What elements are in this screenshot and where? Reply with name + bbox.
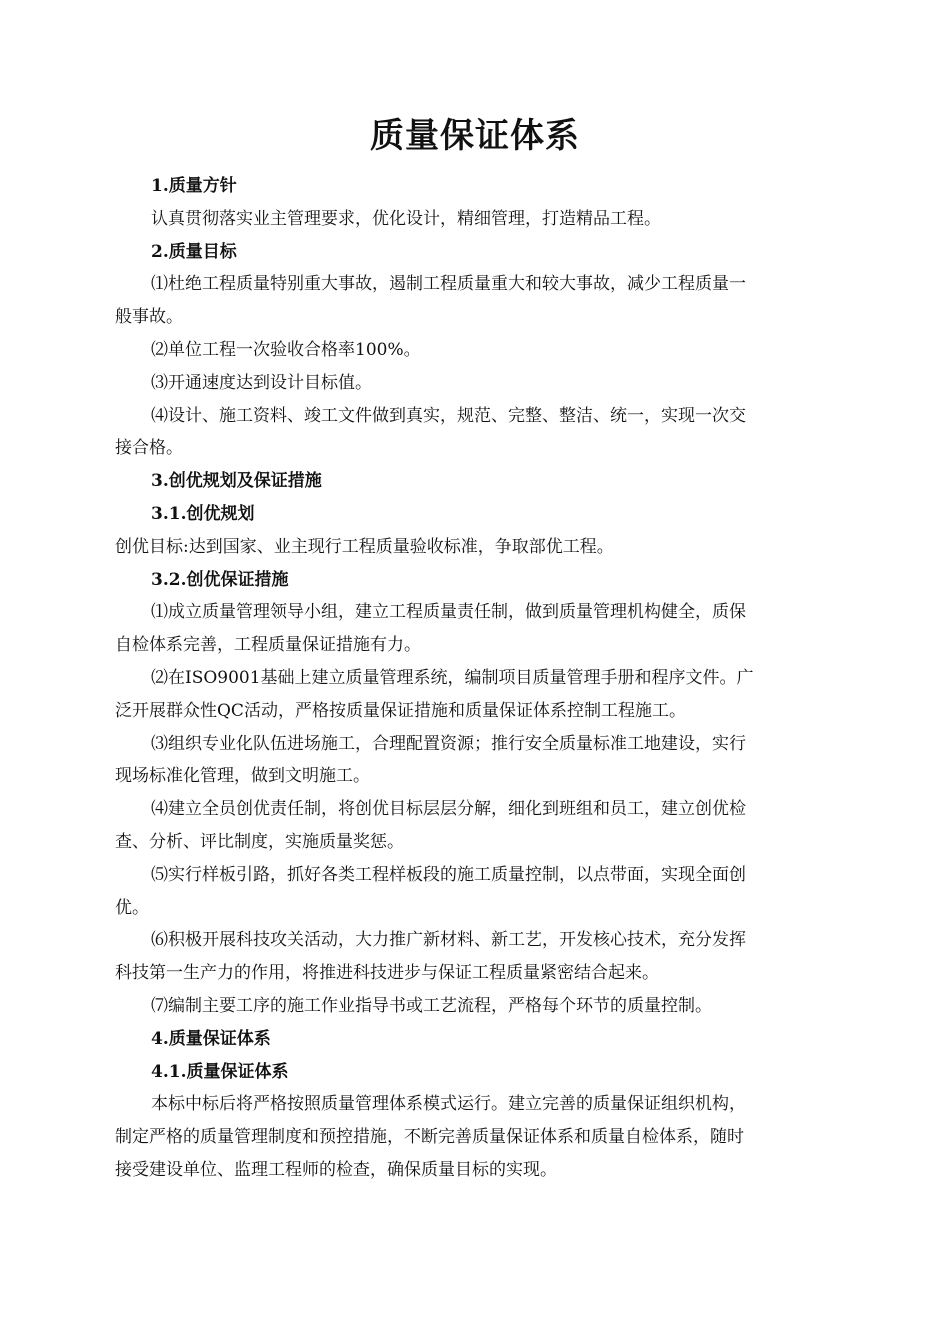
paragraph-line: ⑷建立全员创优责任制，将创优目标层层分解，细化到班组和员工，建立创优检	[151, 799, 746, 820]
paragraph-line: ⑵在ISO9001基础上建立质量管理系统，编制项目质量管理手册和程序文件。广	[151, 667, 754, 688]
paragraph-line: 泛开展群众性QC活动，严格按质量保证措施和质量保证体系控制工程施工。	[115, 700, 686, 721]
paragraph-line: ⑷设计、施工资料、竣工文件做到真实，规范、完整、整洁、统一，实现一次交	[151, 405, 746, 426]
paragraph-line: 接合格。	[115, 438, 183, 459]
paragraph-line: 自检体系完善，工程质量保证措施有力。	[115, 635, 421, 656]
section-heading: 4.1.质量保证体系	[151, 1061, 289, 1082]
section-heading: 2.质量目标	[151, 241, 237, 262]
section-heading: 3.创优规划及保证措施	[151, 471, 322, 492]
paragraph-line: 科技第一生产力的作用，将推进科技进步与保证工程质量紧密结合起来。	[115, 963, 659, 984]
paragraph-line: 优。	[115, 897, 149, 918]
paragraph-line: ⑶组织专业化队伍进场施工，合理配置资源；推行安全质量标准工地建设，实行	[151, 733, 746, 754]
paragraph-line: 创优目标:达到国家、业主现行工程质量验收标准，争取部优工程。	[115, 536, 614, 557]
section-heading: 1.质量方针	[151, 176, 237, 196]
paragraph-line: 本标中标后将严格按照质量管理体系模式运行。建立完善的质量保证组织机构，	[151, 1094, 746, 1115]
paragraph-line: ⑸实行样板引路，抓好各类工程样板段的施工质量控制，以点带面，实现全面创	[151, 864, 746, 885]
paragraph-line: 现场标准化管理，做到文明施工。	[115, 766, 370, 787]
paragraph-line: 制定严格的质量管理制度和预控措施，不断完善质量保证体系和质量自检体系，随时	[115, 1127, 744, 1148]
paragraph-line: ⑴杜绝工程质量特别重大事故，遏制工程质量重大和较大事故，减少工程质量一	[151, 274, 746, 295]
document-title: 质量保证体系	[370, 116, 580, 156]
paragraph-line: 认真贯彻落实业主管理要求，优化设计，精细管理，打造精品工程。	[151, 208, 661, 229]
section-heading: 3.2.创优保证措施	[151, 569, 289, 590]
paragraph-line: 查、分析、评比制度，实施质量奖惩。	[115, 831, 404, 852]
paragraph-line: ⑺编制主要工序的施工作业指导书或工艺流程，严格每个环节的质量控制。	[151, 995, 712, 1016]
paragraph-line: ⑶开通速度达到设计目标值。	[151, 372, 372, 393]
paragraph-line: ⑹积极开展科技攻关活动，大力推广新材料、新工艺，开发核心技术，充分发挥	[151, 930, 746, 951]
paragraph-line: 般事故。	[115, 307, 183, 328]
paragraph-line: ⑵单位工程一次验收合格率100%。	[151, 339, 421, 360]
section-heading: 3.1.创优规划	[151, 503, 255, 524]
section-heading: 4.质量保证体系	[151, 1028, 271, 1049]
paragraph-line: 接受建设单位、监理工程师的检查，确保质量目标的实现。	[115, 1159, 557, 1180]
paragraph-line: ⑴成立质量管理领导小组，建立工程质量责任制，做到质量管理机构健全，质保	[151, 602, 746, 623]
document-body	[115, 170, 835, 1187]
